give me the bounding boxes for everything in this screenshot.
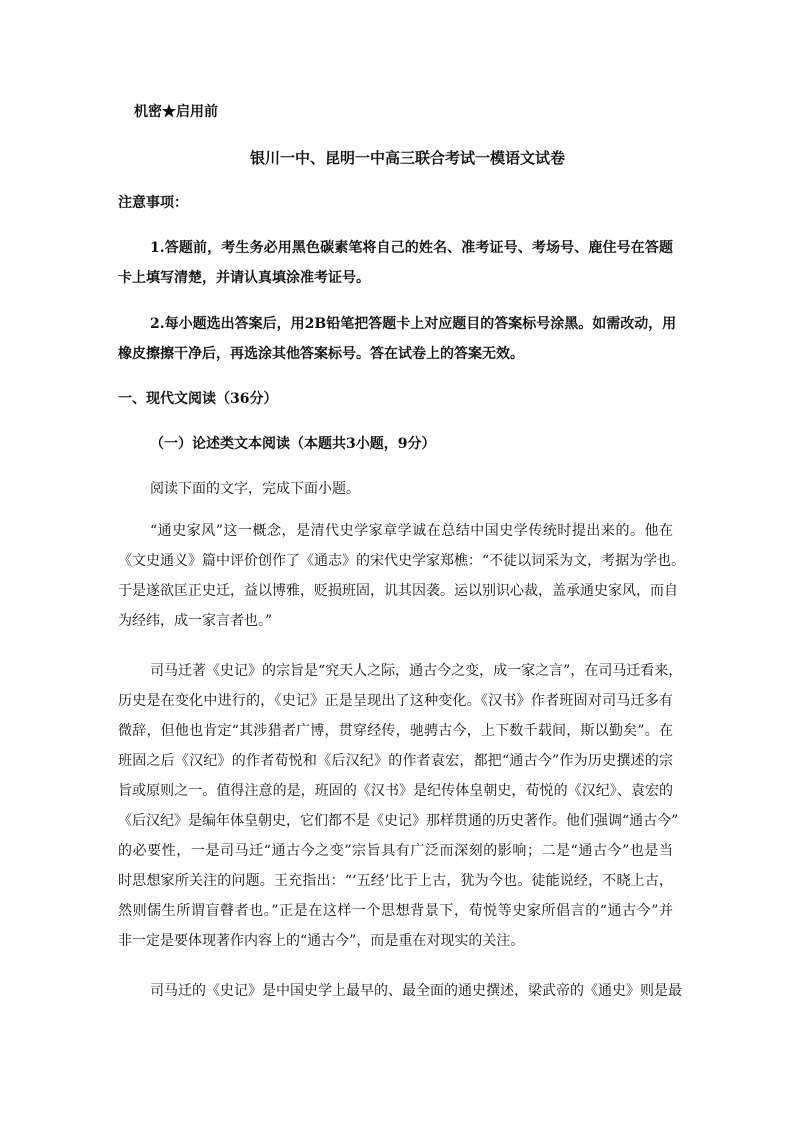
confidential-label: 机密★启用前 [134, 104, 218, 120]
notice-item-1-line-2: 卡上填写清楚，并请认真填涂准考证号。 [118, 270, 370, 286]
passage-p2-line-1: 司马迁著《史记》的宗旨是“究天人之际，通古今之变，成一家之言”，在司马迁看来， [150, 663, 683, 679]
passage-p1-line-4: 为经纬，成一家言者也。” [118, 613, 273, 629]
passage-p3-line-1: 司马迁的《史记》是中国史学上最早的、最全面的通史撰述，梁武帝的《通史》则是最 [150, 983, 682, 999]
passage-p1-line-2: 《文史通义》篇中评价创作了《通志》的宋代史学家郑樵：“不徒以词采为文，考据为学也。 [118, 553, 686, 569]
exam-title: 银川一中、昆明一中高三联合考试一模语文试卷 [250, 149, 566, 167]
passage-p2-line-3: 微辞，但他也肯定“其涉猎者广博，贯穿经传，驰骋古今，上下数千载间，斯以勤矣”。在 [118, 723, 673, 739]
section-subheading: （一）论述类文本阅读（本题共3小题，9分） [150, 436, 436, 452]
passage-p2-line-5: 旨或原则之一。值得注意的是，班固的《汉书》是纪传体皇朝史，荀悦的《汉纪》、袁宏的 [118, 783, 673, 799]
passage-p2-line-10: 非一定是要体现著作内容上的“通古今”，而是重在对现实的关注。 [118, 933, 525, 949]
passage-p1-line-1: “通史家风”这一概念，是清代史学家章学诚在总结中国史学传统时提出来的。他在 [150, 523, 673, 539]
passage-p2-line-4: 班固之后《汉纪》的作者荀悦和《后汉纪》的作者袁宏，都把“通古今”作为历史撰述的宗 [118, 753, 673, 769]
passage-p2-line-7: 的必要性，一是司马迁“通古今之变”宗旨具有广泛而深刻的影响；二是“通古今”也是当 [118, 843, 673, 859]
notice-heading: 注意事项： [118, 195, 188, 211]
notice-item-1-line-1: 1.答题前，考生务必用黑色碳素笔将自己的姓名、准考证号、考场号、鹿住号在答题 [150, 240, 673, 256]
passage-p2-line-6: 《后汉纪》是编年体皇朝史，它们都不是《史记》那样贯通的历史著作。他们强调“通古今” [118, 813, 679, 829]
passage-p2-line-8: 时思想家所关注的问题。王充指出：“‘五经’比于上古，犹为今也。徒能说经，不晓上古， [118, 873, 673, 889]
section-heading: 一、现代文阅读（36分） [118, 391, 278, 407]
notice-item-2-line-2: 橡皮擦擦干净后，再选涂其他答案标号。答在试卷上的答案无效。 [118, 346, 524, 362]
passage-p2-line-2: 历史是在变化中进行的，《史记》正是呈现出了这种变化。《汉书》作者班固对司马迁多有 [118, 693, 673, 709]
notice-item-2-line-1: 2.每小题选出答案后，用2B铅笔把答题卡上对应题目的答案标号涂黑。如需改动，用 [150, 316, 677, 332]
passage-p1-line-3: 于是遂欲匡正史迁，益以博雅，贬损班固，讥其因袭。运以别识心裁，盖承通史家风，而自 [118, 583, 678, 599]
passage-p2-line-9: 然则儒生所谓盲瞽者也。”正是在这样一个思想背景下，荀悦等史家所倡言的“通古今”并 [118, 903, 673, 919]
section-instruction: 阅读下面的文字，完成下面小题。 [150, 481, 360, 497]
